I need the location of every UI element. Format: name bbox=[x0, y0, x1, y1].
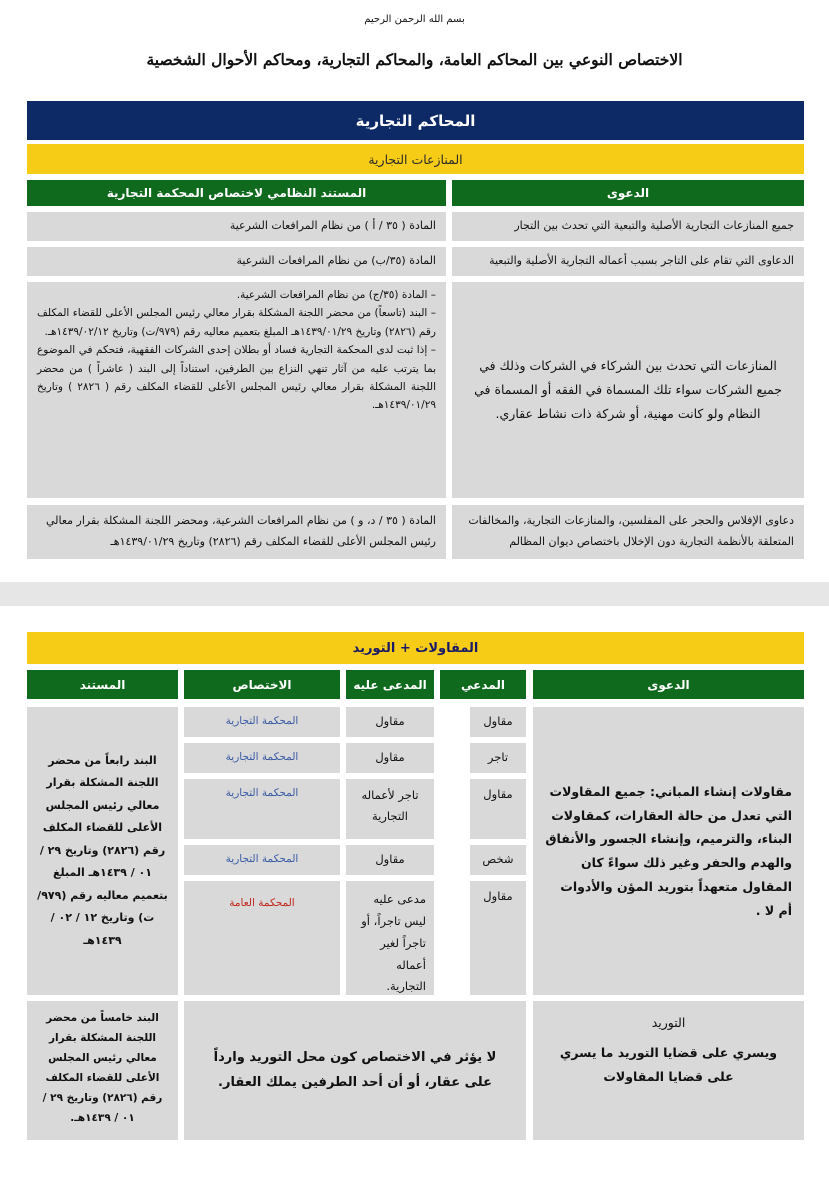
commercial-row-4-claim: دعاوى الإفلاس والحجر على المفلسين، والمنازعات التجارية، والمخالفات المتعلقة بالأنظمة التجارية دون الإخلال باختصاص ديوان المظالم bbox=[452, 505, 804, 559]
commercial-row-3-claim: المنازعات التي تحدث بين الشركاء في الشركات وذلك في جميع الشركات سواء تلك المسماة في الفقه أو المسماة في النظام ولو كانت مهنية، أو شركة ذات نشاط عقاري. bbox=[452, 282, 804, 498]
defendant-cell: تاجر لأعماله التجارية bbox=[346, 779, 434, 839]
basis-list-item: – إذا ثبت لدى المحكمة التجارية فساد أو بطلان إحدى الشركات الفقهية، فتحكم في الموضوع بما يترتب عليه من آثار تنهي النزاع بين الطرفين، استناداً إلى البند ( عاشراً ) من محضر اللجنة المشكلة بقرار معالي رئيس المجلس الأعلى للقضاء المكلف رقم ( ٢٨٢٦ ) وتاريخ ١٤٣٩/٠١/٢٩هـ. bbox=[37, 344, 436, 412]
commercial-row-2-claim: الدعاوى التي تقام على التاجر بسبب أعماله التجارية الأصلية والتبعية bbox=[452, 247, 804, 276]
plaintiff-header: المدعي bbox=[440, 670, 526, 699]
supply-basis: البند خامساً من محضر اللجنة المشكلة بقرار معالي رئيس المجلس الأعلى للقضاء المكلف رقم (٢٨٢٦) وتاريخ ٢٩ / ٠١ / ١٤٣٩هـ. bbox=[27, 1001, 178, 1140]
basis-header: المستند bbox=[27, 670, 178, 699]
document-title: الاختصاص النوعي بين المحاكم العامة، والمحاكم التجارية، ومحاكم الأحوال الشخصية bbox=[146, 50, 683, 69]
supply-claim-cell bbox=[533, 1001, 804, 1140]
commercial-courts-heading: المحاكم التجارية bbox=[27, 101, 804, 140]
supply-claim: ويسري على قضايا التوريد ما يسري على قضايا المقاولات bbox=[559, 1044, 778, 1084]
commercial-row-4-basis: المادة ( ٣٥ / د، و ) من نظام المرافعات الشرعية، ومحضر اللجنة المشكلة بقرار معالي رئيس المجلس الأعلى للقضاء المكلف رقم (٢٨٢٦) وتاريخ ١٤٣٩/٠١/٢٩هـ bbox=[27, 505, 446, 559]
claim-column-header: الدعوى bbox=[452, 180, 804, 206]
basis-list bbox=[27, 282, 446, 419]
basis-list-item: – المادة (٣٥/ج) من نظام المرافعات الشرعية. bbox=[236, 289, 436, 301]
claim-header: الدعوى bbox=[533, 670, 804, 699]
contracting-supply-heading: المقاولات + التوريد bbox=[27, 632, 804, 664]
supply-jurisdiction: لا يؤثر في الاختصاص كون محل التوريد وارداً على عقار، أو أن أحد الطرفين يملك العقار. bbox=[184, 1001, 526, 1140]
jurisdiction-cell: المحكمة التجارية bbox=[184, 779, 340, 839]
page-one bbox=[0, 0, 829, 582]
commercial-row-2-basis: المادة (٣٥/ب) من نظام المرافعات الشرعية bbox=[27, 247, 446, 276]
jurisdiction-cell: المحكمة العامة bbox=[184, 881, 340, 995]
defendant-cell: مقاول bbox=[346, 743, 434, 773]
jurisdiction-cell: المحكمة التجارية bbox=[184, 707, 340, 737]
defendant-header: المدعى عليه bbox=[346, 670, 434, 699]
plaintiff-cell: مقاول bbox=[470, 881, 526, 995]
commercial-row-1-basis: المادة ( ٣٥ / أ ) من نظام المرافعات الشرعية bbox=[27, 212, 446, 241]
basmala: بسم الله الرحمن الرحيم bbox=[364, 14, 465, 25]
supply-title: التوريد bbox=[651, 1015, 686, 1030]
defendant-cell: مقاول bbox=[346, 845, 434, 875]
plaintiff-cell: مقاول bbox=[470, 779, 526, 839]
commercial-disputes-subheading: المنازعات التجارية bbox=[27, 144, 804, 174]
defendant-cell: مقاول bbox=[346, 707, 434, 737]
jurisdiction-header: الاختصاص bbox=[184, 670, 340, 699]
plaintiff-cell: شخص bbox=[470, 845, 526, 875]
jurisdiction-cell: المحكمة التجارية bbox=[184, 743, 340, 773]
construction-claim: مقاولات إنشاء المباني: جميع المقاولات التي تعدل من حالة العقارات، كمقاولات البناء، والترميم، وإنشاء الجسور والأنفاق والهدم والحفر وغير ذلك سواءً كان المقاول متعهداً بتوريد المؤن والأدوات أم لا . bbox=[533, 707, 804, 995]
commercial-row-3-basis bbox=[27, 282, 446, 498]
basis-list-item: – البند (تاسعاً) من محضر اللجنة المشكلة بقرار معالي رئيس المجلس الأعلى للقضاء المكلف رقم (٢٨٢٦) وتاريخ ١٤٣٩/٠١/٢٩هـ المبلغ بتعميم معاليه رقم (٩٧٩/ت) وتاريخ ١٤٣٩/٠٢/١٢هـ. bbox=[37, 307, 436, 338]
defendant-cell: مدعى عليه ليس تاجراً، أو تاجراً لغير أعماله التجارية. bbox=[346, 881, 434, 995]
jurisdiction-cell: المحكمة التجارية bbox=[184, 845, 340, 875]
plaintiff-cell: تاجر bbox=[470, 743, 526, 773]
page-two bbox=[0, 606, 829, 1200]
basis-column-header: المستند النظامي لاختصاص المحكمة التجارية bbox=[27, 180, 446, 206]
construction-basis: البند رابعاً من محضر اللجنة المشكلة بقرار معالي رئيس المجلس الأعلى للقضاء المكلف رقم (٢٨٢٦) وتاريخ ٢٩ / ٠١ / ١٤٣٩هـ المبلغ بتعميم معاليه رقم (٩٧٩/ت) وتاريخ ١٢ / ٠٢ / ١٤٣٩هـ bbox=[27, 707, 178, 995]
plaintiff-cell: مقاول bbox=[470, 707, 526, 737]
commercial-row-1-claim: جميع المنازعات التجارية الأصلية والتبعية التي تحدث بين التجار bbox=[452, 212, 804, 241]
page-separator bbox=[0, 582, 829, 606]
